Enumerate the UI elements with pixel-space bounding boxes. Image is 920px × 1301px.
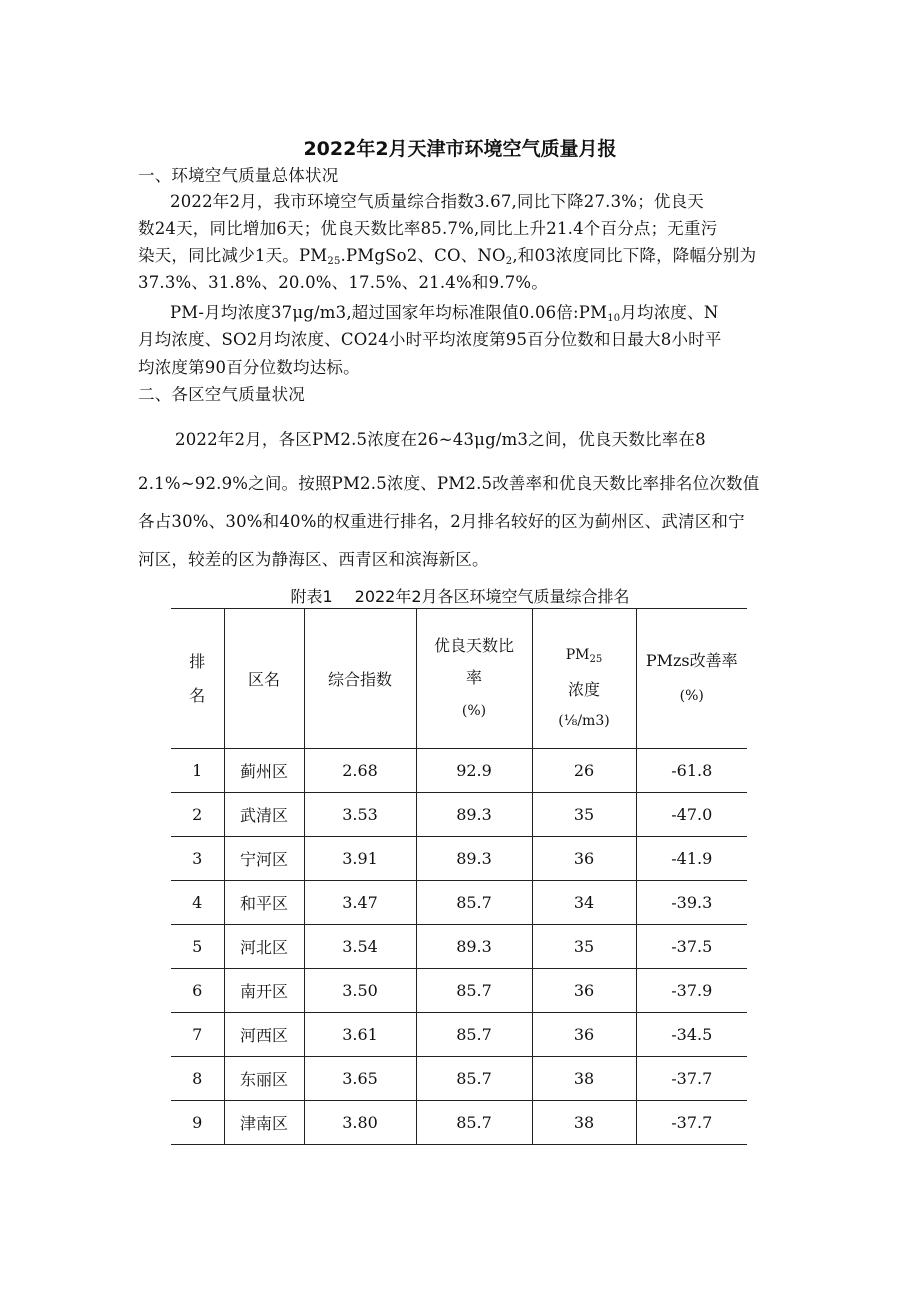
cell-improve: -37.5 [636, 925, 747, 969]
header-index: 综合指数 [304, 609, 416, 749]
cell-index: 3.80 [304, 1101, 416, 1145]
section1-para1-line4: 37.3%、31.8%、20.0%、17.5%、21.4%和9.7%。 [138, 273, 549, 292]
table-row [171, 881, 747, 925]
section2-para-line2: 2.1%~92.9%之间。按照PM2.5浓度、PM2.5改善率和优良天数比率排名位次数值 [138, 474, 760, 493]
cell-district: 河西区 [224, 1013, 304, 1057]
cell-index: 3.91 [304, 837, 416, 881]
cell-rank: 9 [171, 1101, 224, 1145]
cell-pm: 36 [532, 837, 636, 881]
cell-improve: -41.9 [636, 837, 747, 881]
table-caption [0, 584, 920, 607]
cell-good: 85.7 [416, 1101, 532, 1145]
cell-pm: 35 [532, 925, 636, 969]
cell-good: 85.7 [416, 969, 532, 1013]
caption-label: 附表1 [290, 587, 333, 606]
cell-good: 89.3 [416, 925, 532, 969]
section1-para2-line3: 均浓度第90百分位数均达标。 [138, 358, 360, 377]
section1-para1-line2: 数24天，同比增加6天；优良天数比率85.7%,同比上升21.4个百分点；无重污 [138, 219, 718, 238]
section1-para2-line1 [170, 299, 718, 324]
section1-para2-line2: 月均浓度、SO2月均浓度、CO24小时平均浓度第95百分位数和日最大8小时平 [138, 330, 722, 349]
header-good-rate: 优良天数比 率 (%) [416, 609, 532, 749]
cell-district: 津南区 [224, 1101, 304, 1145]
cell-district: 和平区 [224, 881, 304, 925]
line3-a: 染天，同比减少1天。PM [138, 246, 328, 265]
cell-improve: -37.7 [636, 1057, 747, 1101]
cell-rank: 1 [192, 761, 203, 780]
line3-b: .PMgSo2、CO、NO [340, 246, 506, 265]
table-row [171, 793, 747, 837]
cell-district: 宁河区 [224, 837, 304, 881]
cell-improve: -39.3 [636, 881, 747, 925]
table-row [171, 1013, 747, 1057]
cell-pm: 26 [532, 749, 636, 793]
cell-pm: 36 [532, 969, 636, 1013]
table-row [171, 925, 747, 969]
section2-heading: 二、各区空气质量状况 [138, 385, 305, 404]
cell-index: 3.53 [304, 793, 416, 837]
para2-b: 月均浓度、N [620, 303, 719, 322]
section2-para-line3: 各占30%、30%和40%的权重进行排名，2月排名较好的区为蓟州区、武清区和宁 [138, 512, 745, 531]
cell-rank: 3 [171, 837, 224, 881]
cell-rank: 2 [171, 793, 224, 837]
cell-index: 3.47 [304, 881, 416, 925]
sub-25: 25 [327, 256, 341, 267]
section1-heading: 一、环境空气质量总体状况 [138, 166, 339, 185]
header-improve-rate: PMzs改善率 (%) [636, 609, 747, 749]
line3-c: ,和03浓度同比下降，降幅分别为 [512, 246, 757, 265]
cell-district: 武清区 [224, 793, 304, 837]
cell-index: 3.61 [304, 1013, 416, 1057]
cell-pm: 38 [532, 1101, 636, 1145]
header-district: 区名 [224, 609, 304, 749]
table-row [171, 837, 747, 881]
cell-pm: 38 [532, 1057, 636, 1101]
report-title: 2022年2月天津市环境空气质量月报 [303, 138, 617, 160]
table-row [171, 749, 747, 793]
table-row [171, 1101, 747, 1145]
sub-10: 10 [607, 313, 621, 324]
cell-index: 3.54 [304, 925, 416, 969]
cell-district: 南开区 [224, 969, 304, 1013]
table-header-row [171, 609, 747, 749]
cell-index: 3.65 [304, 1057, 416, 1101]
section1-para1-line3 [138, 242, 756, 267]
cell-improve: -37.9 [636, 969, 747, 1013]
table-row [171, 969, 747, 1013]
cell-good: 89.3 [416, 837, 532, 881]
cell-index: 3.50 [304, 969, 416, 1013]
header-rank: 排 名 [171, 609, 224, 749]
cell-district: 河北区 [224, 925, 304, 969]
caption-text: 2022年2月各区环境空气质量综合排名 [354, 587, 630, 606]
sub-2: 2 [505, 256, 513, 267]
cell-pm: 35 [532, 793, 636, 837]
header-pm-concentration: PM25 浓度 (⅛/m3) [532, 609, 636, 749]
cell-rank: 7 [171, 1013, 224, 1057]
cell-rank: 6 [171, 969, 224, 1013]
cell-rank: 8 [171, 1057, 224, 1101]
cell-district: 蓟州区 [224, 749, 304, 793]
cell-district: 东丽区 [224, 1057, 304, 1101]
cell-good: 85.7 [416, 881, 532, 925]
section2-para-line4: 河区，较差的区为静海区、西青区和滨海新区。 [138, 550, 489, 569]
cell-good: 89.3 [416, 793, 532, 837]
cell-improve: -37.7 [636, 1101, 747, 1145]
cell-improve: -34.5 [636, 1013, 747, 1057]
cell-good: 92.9 [416, 749, 532, 793]
cell-improve: -61.8 [636, 749, 747, 793]
cell-index: 2.68 [304, 749, 416, 793]
cell-pm: 36 [532, 1013, 636, 1057]
cell-good: 85.7 [416, 1013, 532, 1057]
cell-pm: 34 [532, 881, 636, 925]
cell-good: 85.7 [416, 1057, 532, 1101]
table-row [171, 1057, 747, 1101]
para2-a: PM-月均浓度37μg/m3,超过国家年均标准限值0.06倍:PM [170, 303, 608, 322]
cell-improve: -47.0 [636, 793, 747, 837]
cell-rank: 4 [171, 881, 224, 925]
section1-para1-line1: 2022年2月，我市环境空气质量综合指数3.67,同比下降27.3%；优良天 [170, 192, 704, 211]
cell-rank: 5 [171, 925, 224, 969]
section2-para-line1: 2022年2月，各区PM2.5浓度在26~43μg/m3之间，优良天数比率在8 [175, 430, 706, 449]
ranking-table [171, 608, 747, 1145]
